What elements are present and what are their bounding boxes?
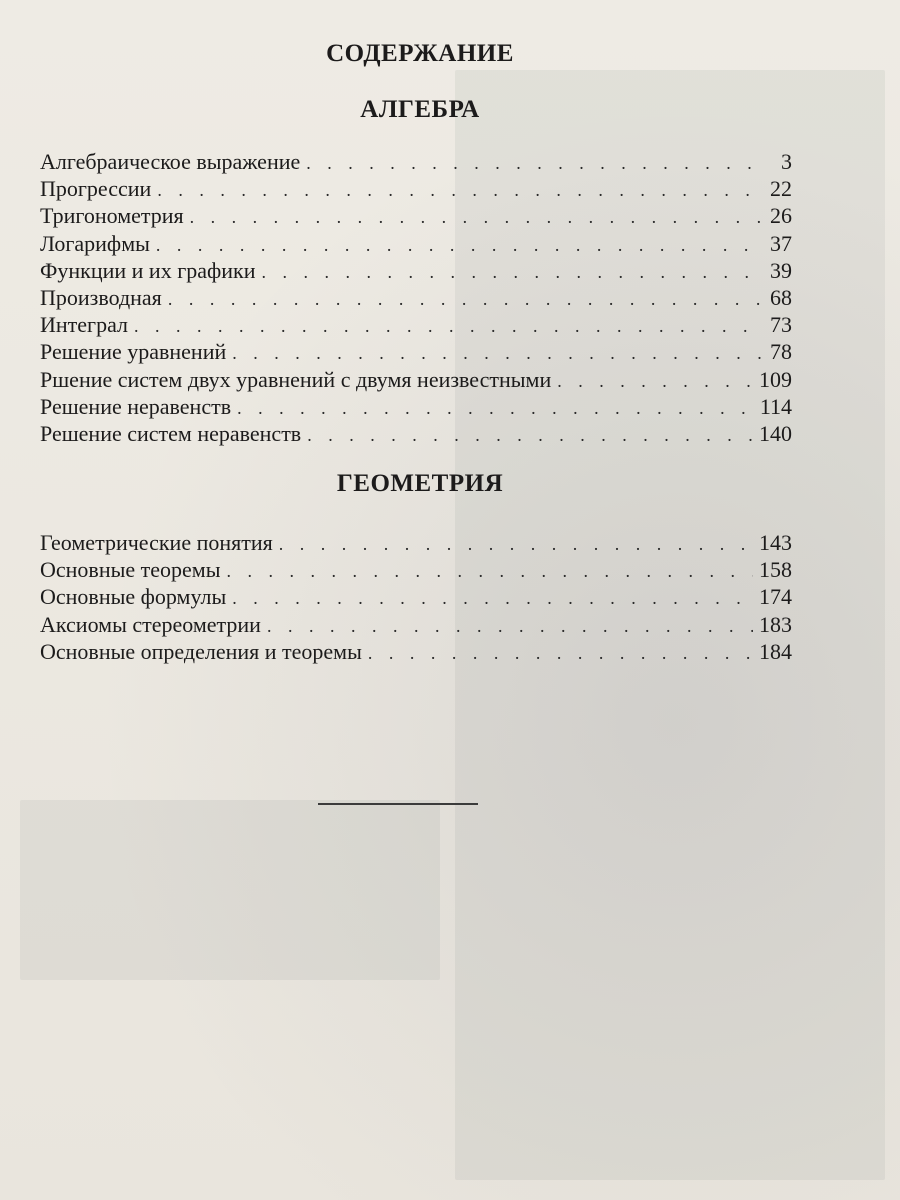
dot-leader bbox=[168, 286, 764, 313]
dot-leader bbox=[368, 640, 753, 667]
toc-entry-title: Производная bbox=[40, 284, 162, 310]
section-title-algebra: АЛГЕБРА bbox=[360, 96, 480, 123]
dot-leader bbox=[134, 313, 764, 340]
toc-entry[interactable] bbox=[40, 583, 792, 610]
toc-entry-title: Логарифмы bbox=[40, 230, 150, 256]
toc-list-geometry bbox=[40, 529, 792, 665]
toc-entry-page: 174 bbox=[759, 584, 792, 610]
dot-leader bbox=[237, 395, 754, 422]
toc-entry-title: Аксиомы стереометрии bbox=[40, 611, 261, 637]
toc-entry-title: Решение неравенств bbox=[40, 393, 232, 419]
toc-entry-page: 73 bbox=[770, 312, 792, 338]
dot-leader bbox=[307, 422, 753, 449]
toc-list-algebra bbox=[40, 148, 792, 447]
dot-leader bbox=[226, 558, 753, 585]
dot-leader bbox=[190, 204, 764, 231]
toc-entry-title: Основные определения и теоремы bbox=[40, 638, 362, 664]
dot-leader bbox=[267, 613, 753, 640]
toc-entry-page: 114 bbox=[759, 393, 792, 419]
toc-entry-title: Тригонометрия bbox=[40, 203, 184, 229]
toc-entry-page: 3 bbox=[781, 149, 792, 174]
toc-entry-page: 78 bbox=[770, 339, 792, 365]
toc-entry-page: 68 bbox=[770, 284, 792, 310]
toc-entry-page: 143 bbox=[759, 530, 792, 555]
section-title-geometry: ГЕОМЕТРИЯ bbox=[336, 470, 504, 497]
toc-entry-title: Алгебраическое выражение bbox=[40, 149, 301, 174]
toc-entry[interactable] bbox=[40, 529, 792, 556]
end-rule bbox=[318, 803, 478, 805]
toc-entry[interactable] bbox=[40, 393, 792, 420]
toc-entry-page: 184 bbox=[759, 638, 792, 664]
toc-entry-page: 109 bbox=[759, 366, 792, 392]
toc-entry[interactable] bbox=[40, 230, 792, 257]
toc-entry[interactable] bbox=[40, 638, 792, 665]
toc-entry-page: 158 bbox=[759, 557, 792, 583]
toc-entry[interactable] bbox=[40, 311, 792, 338]
dot-leader bbox=[557, 368, 753, 395]
dot-leader bbox=[232, 340, 764, 367]
dot-leader bbox=[306, 150, 768, 177]
toc-entry[interactable] bbox=[40, 420, 792, 447]
dot-leader bbox=[157, 177, 764, 204]
toc-entry[interactable] bbox=[40, 257, 792, 284]
toc-entry-title: Функции и их графики bbox=[40, 257, 256, 283]
page-title: СОДЕРЖАНИЕ bbox=[326, 40, 514, 67]
toc-entry-title: Основные теоремы bbox=[40, 557, 221, 583]
toc-entry-page: 26 bbox=[770, 203, 792, 229]
dot-leader bbox=[156, 232, 764, 259]
toc-entry-title: Решение уравнений bbox=[40, 339, 227, 365]
bleed-through-block bbox=[20, 800, 440, 980]
dot-leader bbox=[279, 531, 753, 558]
toc-entry[interactable] bbox=[40, 175, 792, 202]
toc-entry[interactable] bbox=[40, 338, 792, 365]
toc-entry-title: Основные формулы bbox=[40, 584, 227, 610]
toc-entry-page: 37 bbox=[770, 230, 792, 256]
toc-entry-title: Прогрессии bbox=[40, 176, 152, 202]
toc-entry[interactable] bbox=[40, 556, 792, 583]
toc-entry[interactable] bbox=[40, 148, 792, 175]
toc-entry-title: Интеграл bbox=[40, 312, 128, 338]
toc-entry[interactable] bbox=[40, 366, 792, 393]
toc-entry-title: Ршение систем двух уравнений с двумя неизвестными bbox=[40, 366, 552, 392]
toc-entry-title: Решение систем неравенств bbox=[40, 420, 302, 446]
dot-leader bbox=[232, 585, 753, 612]
toc-entry-title: Геометрические понятия bbox=[40, 530, 273, 555]
toc-entry-page: 140 bbox=[759, 420, 792, 446]
toc-entry-page: 22 bbox=[770, 176, 792, 202]
toc-entry[interactable] bbox=[40, 202, 792, 229]
toc-entry[interactable] bbox=[40, 611, 792, 638]
dot-leader bbox=[262, 259, 765, 286]
toc-entry-page: 183 bbox=[759, 611, 792, 637]
toc-entry[interactable] bbox=[40, 284, 792, 311]
toc-entry-page: 39 bbox=[770, 257, 792, 283]
